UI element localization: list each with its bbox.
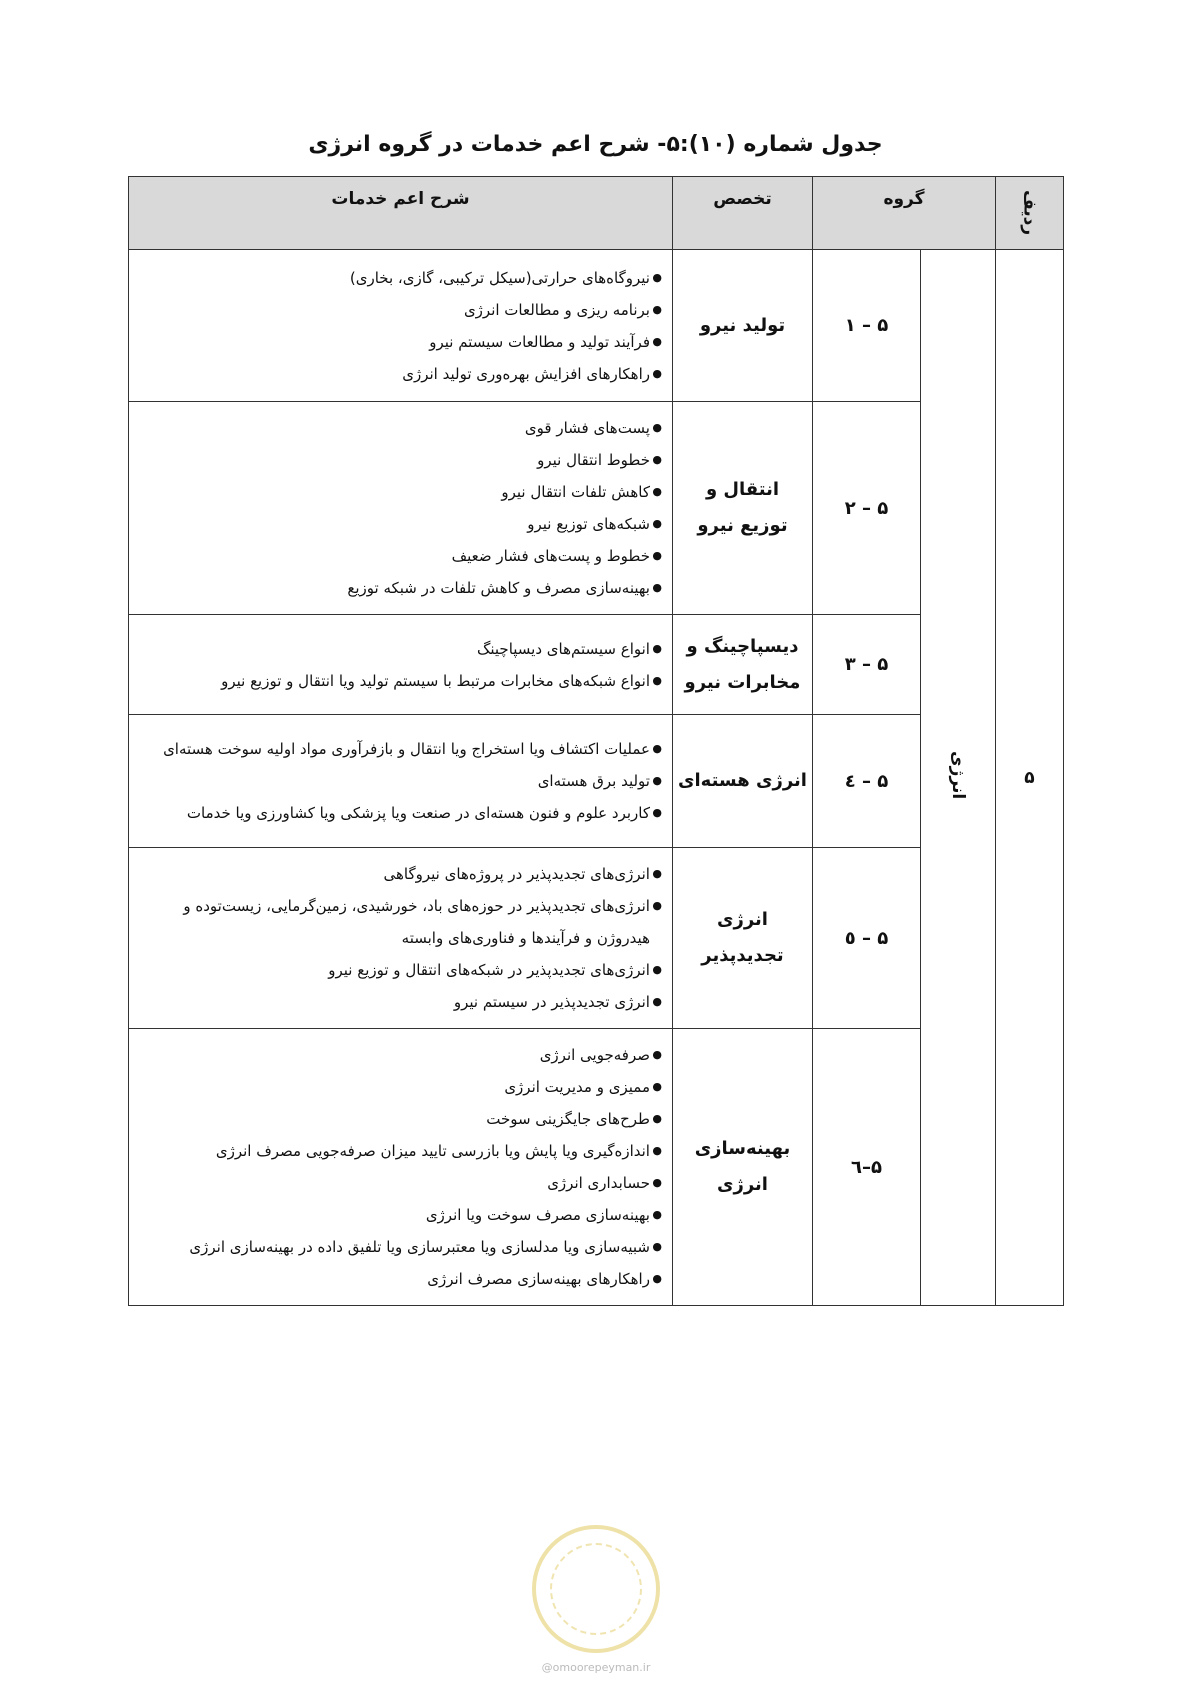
bullet-icon: ● bbox=[652, 485, 662, 498]
specialty-line: تجدیدپذیر bbox=[701, 945, 784, 966]
list-item bbox=[135, 986, 662, 1018]
header-specialty: تخصص bbox=[672, 177, 812, 250]
specialty-line: توزیع نیرو bbox=[697, 515, 788, 536]
header-radif: ردیف bbox=[996, 177, 1064, 250]
bullet-icon: ● bbox=[652, 1144, 662, 1157]
list-item bbox=[135, 358, 662, 390]
bullet-icon: ● bbox=[652, 867, 662, 880]
list-item-text: فرآیند تولید و مطالعات سیستم نیرو bbox=[429, 332, 650, 351]
description-cell bbox=[129, 1029, 673, 1306]
list-item bbox=[135, 954, 662, 986]
list-item bbox=[135, 444, 662, 476]
list-item-text: کاهش تلفات انتقال نیرو bbox=[501, 483, 650, 501]
bullet-icon: ● bbox=[652, 641, 662, 655]
list-item-text: شبکه‌های توزیع نیرو bbox=[527, 515, 650, 533]
list-item bbox=[135, 1167, 662, 1199]
specialty-line: دیسپاچینگ و bbox=[686, 635, 799, 657]
specialty-line: تولید نیرو bbox=[699, 314, 786, 336]
specialty-line: انرژی bbox=[716, 1174, 768, 1195]
list-item-text: انرژی‌های تجدیدپذیر در شبکه‌های انتقال و توزیع نیرو bbox=[328, 961, 650, 979]
service-list bbox=[129, 723, 672, 839]
bullet-icon: ● bbox=[652, 673, 662, 687]
bullet-icon: ● bbox=[652, 453, 662, 466]
list-item-text: بهینه‌سازی مصرف و کاهش تلفات در شبکه توزیع bbox=[347, 579, 650, 597]
list-item bbox=[135, 262, 662, 294]
list-item bbox=[135, 1135, 662, 1167]
group-code: ۵–٦ bbox=[812, 1029, 920, 1306]
specialty-cell bbox=[672, 1029, 812, 1306]
list-item-text: راهکارهای افزایش بهره‌وری تولید انرژی bbox=[402, 364, 650, 383]
specialty-cell bbox=[672, 615, 812, 715]
bullet-icon: ● bbox=[652, 995, 662, 1008]
bullet-icon: ● bbox=[652, 899, 662, 912]
list-item bbox=[135, 326, 662, 358]
specialty-line: بهینه‌سازی bbox=[694, 1138, 791, 1159]
list-item bbox=[135, 633, 662, 665]
watermark-handle: @omoorepeyman.ir bbox=[541, 1661, 651, 1674]
list-item-text: انواع شبکه‌های مخابرات مرتبط با سیستم تولید ویا انتقال و توزیع نیرو bbox=[221, 671, 650, 690]
list-item bbox=[135, 890, 662, 954]
bullet-icon: ● bbox=[652, 1176, 662, 1189]
group-code: ۵ – ۳ bbox=[812, 615, 920, 715]
radif-value: ۵ bbox=[996, 250, 1064, 1306]
list-item bbox=[135, 733, 662, 765]
list-item-text: صرفه‌جویی انرژی bbox=[539, 1046, 650, 1064]
seal-icon bbox=[532, 1525, 660, 1653]
list-item-text: انرژی‌های تجدیدپذیر در حوزه‌های باد، خورشیدی، زمین‌گرمایی، زیست‌توده و هیدروژن و فرآیندها و فناوری‌های وابسته bbox=[183, 897, 650, 947]
list-item-text: شبیه‌سازی ویا مدلسازی ویا معتبرسازی ویا تلفیق داده در بهینه‌سازی انرژی bbox=[189, 1238, 650, 1256]
bullet-icon: ● bbox=[652, 549, 662, 562]
bullet-icon: ● bbox=[652, 302, 662, 316]
list-item bbox=[135, 765, 662, 797]
list-item bbox=[135, 476, 662, 508]
bullet-icon: ● bbox=[652, 270, 662, 284]
specialty-cell bbox=[672, 715, 812, 848]
list-item-text: خطوط انتقال نیرو bbox=[537, 451, 650, 469]
service-list bbox=[129, 252, 672, 400]
list-item-text: طرح‌های جایگزینی سوخت bbox=[486, 1110, 650, 1128]
list-item-text: ممیزی و مدیریت انرژی bbox=[504, 1078, 650, 1096]
list-item bbox=[135, 665, 662, 697]
bullet-icon: ● bbox=[652, 1112, 662, 1125]
list-item-text: خطوط و پست‌های فشار ضعیف bbox=[451, 547, 650, 565]
group-code: ۵ – ٥ bbox=[812, 848, 920, 1029]
list-item bbox=[135, 1071, 662, 1103]
list-item bbox=[135, 572, 662, 604]
list-item bbox=[135, 1199, 662, 1231]
bullet-icon: ● bbox=[652, 1048, 662, 1061]
list-item bbox=[135, 797, 662, 829]
description-cell bbox=[129, 715, 673, 848]
specialty-line: انتقال و bbox=[705, 479, 780, 500]
bullet-icon: ● bbox=[652, 1208, 662, 1221]
header-group: گروه bbox=[812, 177, 995, 250]
header-description: شرح اعم خدمات bbox=[129, 177, 673, 250]
specialty-cell bbox=[672, 848, 812, 1029]
bullet-icon: ● bbox=[652, 517, 662, 530]
specialty-cell bbox=[672, 250, 812, 402]
list-item bbox=[135, 412, 662, 444]
list-item-text: عملیات اکتشاف ویا استخراج ویا انتقال و بازفرآوری مواد اولیه سوخت هسته‌ای bbox=[163, 740, 650, 758]
list-item bbox=[135, 858, 662, 890]
bullet-icon: ● bbox=[652, 366, 662, 380]
specialty-line: انرژی هسته‌ای bbox=[677, 770, 807, 791]
bullet-icon: ● bbox=[652, 334, 662, 348]
list-item bbox=[135, 1103, 662, 1135]
list-item-text: بهینه‌سازی مصرف سوخت ویا انرژی bbox=[425, 1206, 650, 1224]
list-item-text: نیروگاه‌های حرارتی(سیکل ترکیبی، گازی، بخاری) bbox=[349, 268, 650, 287]
bullet-icon: ● bbox=[652, 1080, 662, 1093]
service-list bbox=[129, 1029, 672, 1305]
description-cell bbox=[129, 250, 673, 402]
group-name: انرژی bbox=[948, 750, 968, 800]
bullet-icon: ● bbox=[652, 421, 662, 434]
watermark-logo bbox=[526, 1525, 666, 1675]
bullet-icon: ● bbox=[652, 963, 662, 976]
list-item-text: انواع سیستم‌های دیسپاچینگ bbox=[476, 639, 650, 658]
description-cell bbox=[129, 848, 673, 1029]
list-item bbox=[135, 1039, 662, 1071]
table-row bbox=[129, 250, 1064, 402]
bullet-icon: ● bbox=[652, 1240, 662, 1253]
list-item-text: تولید برق هسته‌ای bbox=[537, 772, 650, 790]
bullet-icon: ● bbox=[652, 1272, 662, 1285]
group-name-cell bbox=[921, 250, 996, 1306]
list-item-text: انرژی‌های تجدیدپذیر در پروژه‌های نیروگاهی bbox=[383, 865, 650, 883]
group-code: ۵ – ۲ bbox=[812, 402, 920, 615]
header-row bbox=[129, 177, 1064, 250]
specialty-line: انرژی bbox=[716, 909, 768, 930]
services-table bbox=[128, 176, 1064, 1306]
bullet-icon: ● bbox=[652, 742, 662, 755]
list-item bbox=[135, 508, 662, 540]
list-item-text: اندازه‌گیری ویا پایش ویا بازرسی تایید میزان صرفه‌جویی مصرف انرژی bbox=[215, 1142, 650, 1160]
group-code: ۵ – ٤ bbox=[812, 715, 920, 848]
list-item bbox=[135, 1231, 662, 1263]
list-item-text: انرژی تجدیدپذیر در سیستم نیرو bbox=[453, 993, 650, 1011]
list-item-text: حسابداری انرژی bbox=[547, 1174, 650, 1192]
description-cell bbox=[129, 402, 673, 615]
bullet-icon: ● bbox=[652, 774, 662, 787]
specialty-line: مخابرات نیرو bbox=[684, 671, 801, 693]
bullet-icon: ● bbox=[652, 581, 662, 594]
table-body bbox=[129, 250, 1064, 1306]
specialty-cell bbox=[672, 402, 812, 615]
list-item-text: پست‌های فشار قوی bbox=[524, 419, 650, 437]
list-item bbox=[135, 294, 662, 326]
bullet-icon: ● bbox=[652, 806, 662, 819]
list-item-text: برنامه ریزی و مطالعات انرژی bbox=[463, 300, 650, 319]
description-cell bbox=[129, 615, 673, 715]
service-list bbox=[129, 623, 672, 707]
list-item-text: کاربرد علوم و فنون هسته‌ای در صنعت ویا پزشکی ویا کشاورزی ویا خدمات bbox=[186, 804, 650, 822]
list-item bbox=[135, 1263, 662, 1295]
list-item-text: راهکارهای بهینه‌سازی مصرف انرژی bbox=[427, 1270, 650, 1288]
group-code: ۵ – ۱ bbox=[812, 250, 920, 402]
service-list bbox=[129, 402, 672, 614]
service-list bbox=[129, 848, 672, 1028]
page-title: جدول شماره (۱۰):۵- شرح اعم خدمات در گروه انرژی bbox=[308, 132, 883, 157]
list-item bbox=[135, 540, 662, 572]
